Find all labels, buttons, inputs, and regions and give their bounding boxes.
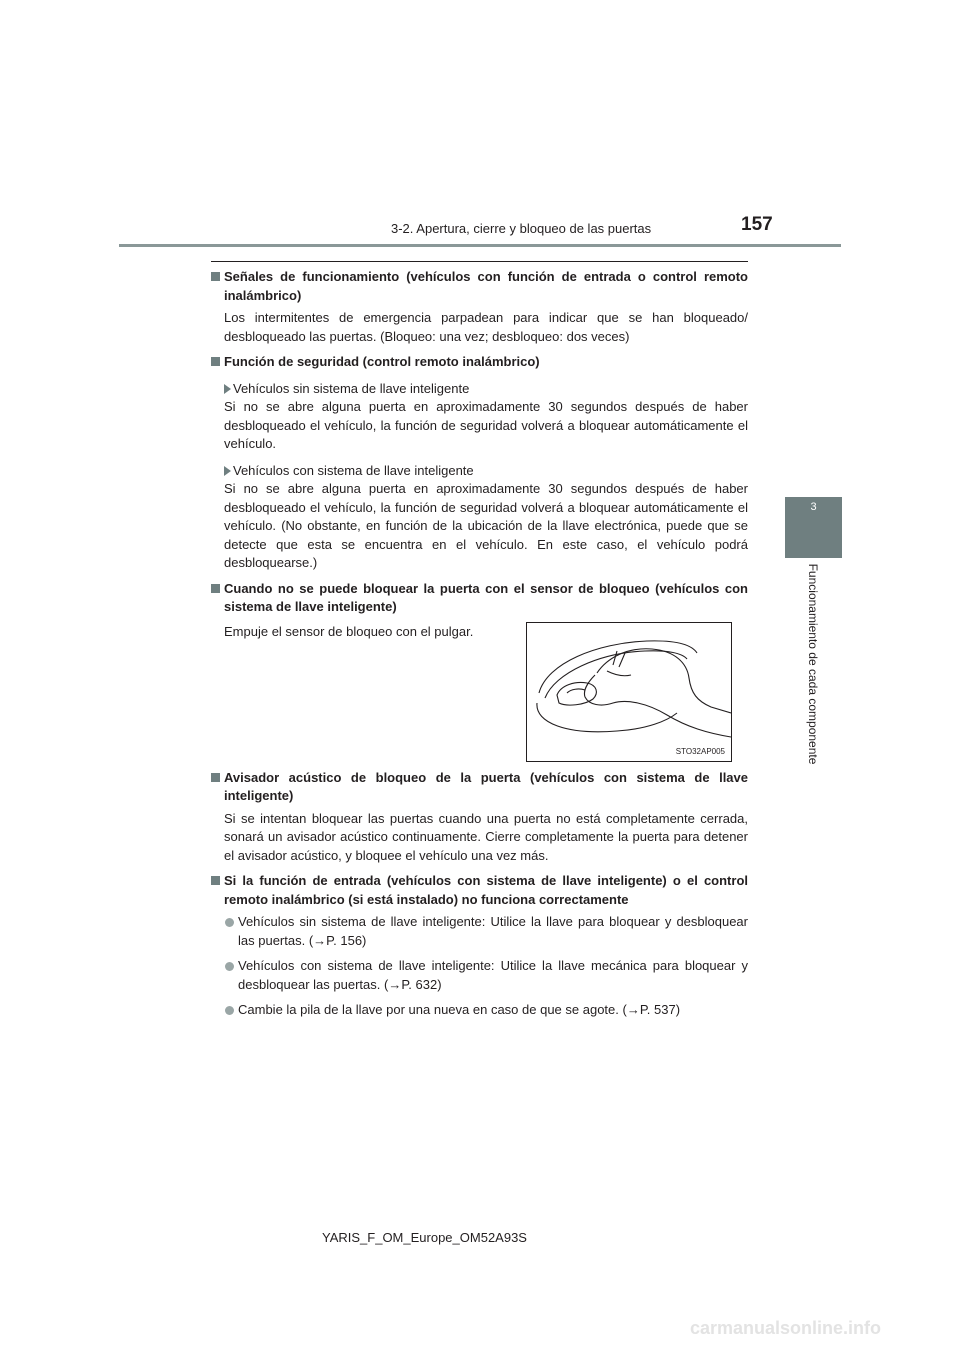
section-title-text: Si la función de entrada (vehículos con sistema de llave inteligente) o el control remoto inalámbrico (si está instalado) no funciona correctamente bbox=[224, 873, 748, 907]
list-item-text: Vehículos sin sistema de llave inteligente: Utilice la llave para bloquear y desbloquear las puertas. (→P. 156) bbox=[238, 914, 748, 948]
chapter-tab-number: 3 bbox=[810, 501, 817, 513]
section-title-text: Cuando no se puede bloquear la puerta con el sensor de bloqueo (vehículos con sistema de llave inteligente) bbox=[224, 580, 748, 614]
square-bullet-icon bbox=[211, 272, 220, 281]
header-rule bbox=[119, 244, 841, 247]
square-bullet-icon bbox=[211, 584, 220, 593]
section-signals bbox=[211, 268, 748, 346]
square-bullet-icon bbox=[211, 876, 220, 885]
page-footer: YARIS_F_OM_Europe_OM52A93S bbox=[322, 1230, 527, 1245]
chapter-tab bbox=[785, 497, 842, 558]
sub-heading bbox=[211, 462, 748, 481]
round-bullet-icon bbox=[225, 1006, 234, 1015]
section-malfunction bbox=[211, 872, 748, 1020]
sub-heading-text: Vehículos sin sistema de llave inteligente bbox=[233, 380, 470, 396]
section-title bbox=[211, 769, 748, 806]
section-title bbox=[211, 580, 748, 617]
figure-row bbox=[211, 621, 748, 769]
running-header-section: 3-2. Apertura, cierre y bloqueo de las puertas bbox=[391, 221, 652, 236]
list-item-text: Cambie la pila de la llave por una nueva en caso de que se agote. (→P. 537) bbox=[238, 1002, 681, 1017]
page-content bbox=[211, 268, 748, 1020]
section-title bbox=[211, 872, 748, 909]
round-bullet-icon bbox=[225, 962, 234, 971]
sub-heading-text: Vehículos con sistema de llave inteligente bbox=[233, 462, 474, 478]
sub-heading bbox=[211, 380, 748, 399]
watermark: carmanualsonline.info bbox=[690, 1318, 882, 1338]
door-handle-illustration bbox=[526, 622, 732, 762]
section-buzzer bbox=[211, 769, 748, 866]
triangle-bullet-icon bbox=[224, 466, 231, 476]
chapter-side-label-text: Funcionamiento de cada componente bbox=[806, 563, 820, 765]
section-security-function bbox=[211, 353, 748, 573]
section-title-text: Avisador acústico de bloqueo de la puerta (vehículos con sistema de llave inteligente) bbox=[224, 769, 748, 803]
content-top-rule bbox=[211, 261, 748, 262]
page-number: 157 bbox=[741, 214, 773, 235]
list-item bbox=[211, 957, 748, 994]
figure-code: STO32AP005 bbox=[675, 746, 725, 756]
list-item bbox=[211, 1001, 748, 1020]
list-item-text: Vehículos con sistema de llave inteligente: Utilice la llave mecánica para bloquear y desbloquear las puertas. (→P. 632) bbox=[238, 958, 748, 992]
section-body: Si se intentan bloquear las puertas cuando una puerta no está completamente cerrada, sonará un avisador acústico continuamente. Cierre completamente la puerta para detener el avisador acústico, y bloquee el vehículo una vez más. bbox=[224, 810, 748, 863]
square-bullet-icon bbox=[211, 357, 220, 366]
section-title bbox=[211, 353, 748, 372]
section-lock-sensor bbox=[211, 580, 748, 769]
section-body: Los intermitentes de emergencia parpadean para indicar que se han bloqueado/ desbloqueado las puertas. (Bloqueo: una vez; desbloqueo: dos veces) bbox=[224, 310, 748, 344]
thumb-on-handle-icon bbox=[527, 623, 731, 761]
section-title bbox=[211, 268, 748, 305]
section-title-text: Señales de funcionamiento (vehículos con función de entrada o control remoto inalámbrico) bbox=[224, 269, 748, 303]
section-title-text: Función de seguridad (control remoto inalámbrico) bbox=[224, 354, 540, 369]
square-bullet-icon bbox=[211, 773, 220, 782]
section-body: Si no se abre alguna puerta en aproximadamente 30 segundos después de haber desbloqueado el vehículo, la función de seguridad volverá a bloquear automáticamente el vehículo. (No obstante, en función de la ubicación de la llave electrónica, puede que se detecte que esta se encuentra en el vehículo. En este caso, el vehículo podrá desbloquearse.) bbox=[224, 481, 748, 570]
section-body: Si no se abre alguna puerta en aproximadamente 30 segundos después de haber desbloqueado el vehículo, la función de seguridad volverá a bloquear automáticamente el vehículo. bbox=[224, 399, 748, 451]
section-body: Empuje el sensor de bloqueo con el pulgar. bbox=[224, 623, 474, 639]
list-item bbox=[211, 913, 748, 950]
round-bullet-icon bbox=[225, 918, 234, 927]
triangle-bullet-icon bbox=[224, 384, 231, 394]
